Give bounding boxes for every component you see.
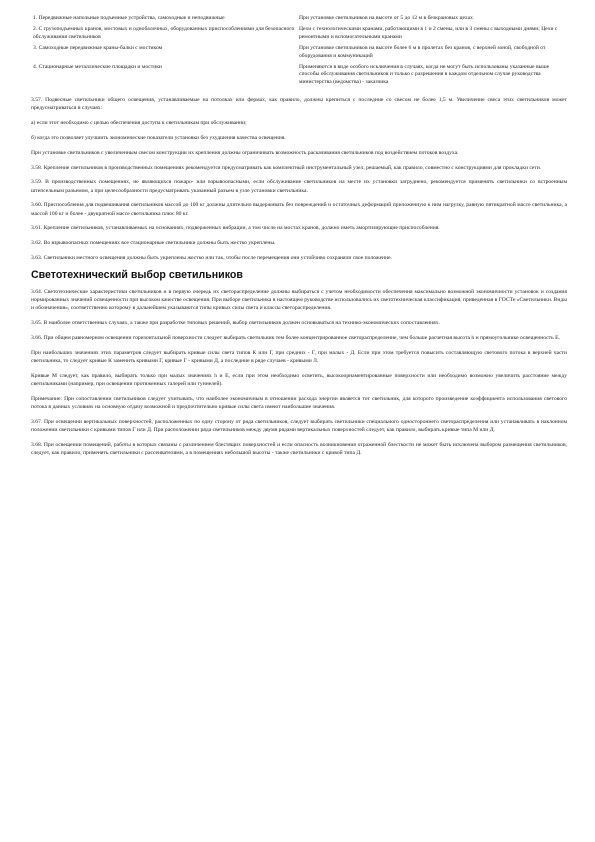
paragraph: 3.68. При освещении помещений, работы в которых связаны с различением блестящих поверхностей и если опасность возникновения отраженной блесткости не может быть исключена выбором размещения светильников, следует, как правило, применять светильники с рассеивателями, а в помещениях небольшой высоты - также светильники с кривой типа Д. xyxy=(31,441,567,456)
table-row xyxy=(31,14,567,25)
method-cell: 2. С грузоподъемных кранов, мостовых и однобалочных, оборудованных приспособлениями для безопасного обслуживания светильников xyxy=(33,26,295,40)
paragraph: 3.62. Во взрывоопасных помещениях все стационарные светильники должны быть жестко укреплены. xyxy=(31,240,276,247)
application-cell: Цехи с технологическими кранами, работающими в 1 и 2 смены, или в 3 смены с выходными днями; Цехи с ремонтными и вспомогательными кранами xyxy=(299,26,558,40)
method-cell: 1. Передвижные напольные подъемные устройства, самоходные и неподвижные xyxy=(33,15,225,21)
paragraph: 3.57. Подвесные светильники общего освещения, устанавливаемые на потолках или фермах, как правило, должны крепиться с последние со свесом не более 1,5 м. Увеличение свеса этих светильников может предусматриваться в случаях: xyxy=(31,97,567,112)
document-page xyxy=(31,14,567,464)
table-row xyxy=(31,44,567,63)
paragraph: Кривые М следует, как правило, выбирать только при малых значениях h и Е, если при этом необходимо осветить, высокоорнаментированные поверхности или необходимо возможно увеличить расстояние между светильниками (например, при освещении протяженных галерей или туннелей). xyxy=(31,372,567,387)
paragraph: б) когда это позволяет улучшить экономические показатели установки без ухудшения качества освещения. xyxy=(31,135,286,142)
paragraph: 3.65. В наиболее ответственных случаях, а также при разработке типовых решений, выбор светильников должен основываться на технико-экономических сопоставлениях. xyxy=(31,320,440,327)
section-heading: Светотехнический выбор светильников xyxy=(31,268,243,281)
table-row xyxy=(31,25,567,44)
maintenance-methods-table xyxy=(31,14,567,89)
paragraphs-section-a xyxy=(31,96,567,262)
paragraph: При наибольших значениях этих параметров следует выбирать кривые силы света типов К или Г, при средних - Г, при малых - Д. Если при этом требуется повысить составляющую светового потока в верхней части светильника, то следует кривые К заменить кривыми Г, кривые Г - кривыми Д, а последние в ряде случаев - кривыми Л. xyxy=(31,349,567,364)
method-cell: 3. Самоходные передвижные краны-балки с мостиком xyxy=(33,45,163,52)
table-row xyxy=(31,63,567,89)
application-cell: Применяются в виде особого исключения в случаях, когда не могут быть использованы указанные выше способы обслуживания светильников и только с разрешения в каждом отдельном случае руководства министерства (ведомства) - заказчика xyxy=(299,64,550,85)
paragraph: 3.63. Светильники местного освещения должны быть укреплены жестко или так, чтобы после перемещения они устойчиво сохраняли свое положение. xyxy=(31,255,392,262)
paragraph: 3.61. Крепление светильников, устанавливаемых на основаниях, подверженных вибрации, а том числе на мостах кранов, должно иметь амортизирующие приспособления. xyxy=(31,225,440,232)
paragraphs-section-b xyxy=(31,288,567,457)
application-cell: При установке светильников на высоте от 5 до 12 м в безкрановых цехах xyxy=(299,15,473,21)
paragraph: 3.60. Приспособления для подвешивания светильников массой до 100 кг должны длительно выдерживать без повреждений и остаточных деформаций приложенную к ним нагрузку, равную пятикратной массе светильника, а массой 100 кг и более - двукратной массе светильника плюс 80 кг. xyxy=(31,202,567,217)
paragraph: 3.67. При освещении вертикальных поверхностей, расположенных по одну сторону от ряда светильников, следует выбирать светильники специального одностороннего светораспределения или устанавливать в наклонном положении светильники с кривыми типов Г или Д. При расположении ряда светильников между двумя рядами вертикальных поверхностей следует, как правило, выбирать кривые типа М или Д. xyxy=(31,418,567,433)
paragraph: 3.59. В производственных помещениях, не являющихся пожаро- или взрывоопасными, если обслуживание светильников на месте их установки затруднено, рекомендуется применять светильники со встроенным штепсельным разъемом, а при целесообразности предусматривать указанный разъем в узле установки светильника. xyxy=(31,179,567,194)
paragraph: а) если этот необходимо с целью обеспечения доступа к светильникам при обслуживании; xyxy=(31,120,247,127)
application-cell: При установке светильников на высоте более 6 м в пролетах без кранов, с верхней зоной, свободной от оборудования и коммуникаций xyxy=(299,45,546,59)
paragraph: 3.58. Крепление светильников в производственных помещениях рекомендуется предусматривать как комплектный инструментальный узел, решаемый, как правило, совместно с конструкциями для прокладки сети. xyxy=(31,164,542,171)
paragraph: Примечание: При сопоставлении светильников следует учитывать, что наиболее экономичным в отношении расхода энергии является тот светильник, для которого произведение коэффициента использования светового потока в данных условиях на основную отдачу возможной и предпочтительно кривые силы света имеют наибольшие значения. xyxy=(31,395,567,410)
paragraph: 3.66. При общем равномерном освещении горизонтальной поверхности следует выбирать светильник тем более концентрированное светораспределение, чем больше расчетная высота h и прямоугольнике освещенность Е. xyxy=(31,334,560,341)
paragraph: 3.64. Светотехнические характеристики светильников и в первую очередь их светораспределение должны выбираться с учетом необходимости обеспечения максимально возможной экономичности установок и создания нормированных значений освещенности при высоком качестве освещения. При выборе светильника в настоящем руководстве использовались их светотехническая классификация, приведенная в ГОСТе «Светильники. Виды и обозначения», соответственно которому в дальнейшем указываются типы кривых силы света и классы светораспределения. xyxy=(31,288,567,312)
paragraph: При установке светильников с увеличенным свесом конструкции их крепления должны ограничивать возможность раскачивания светильников под воздействием потоков воздуха. xyxy=(31,149,459,156)
method-cell: 4. Стационарные металлические площадки и мостики xyxy=(33,64,162,71)
